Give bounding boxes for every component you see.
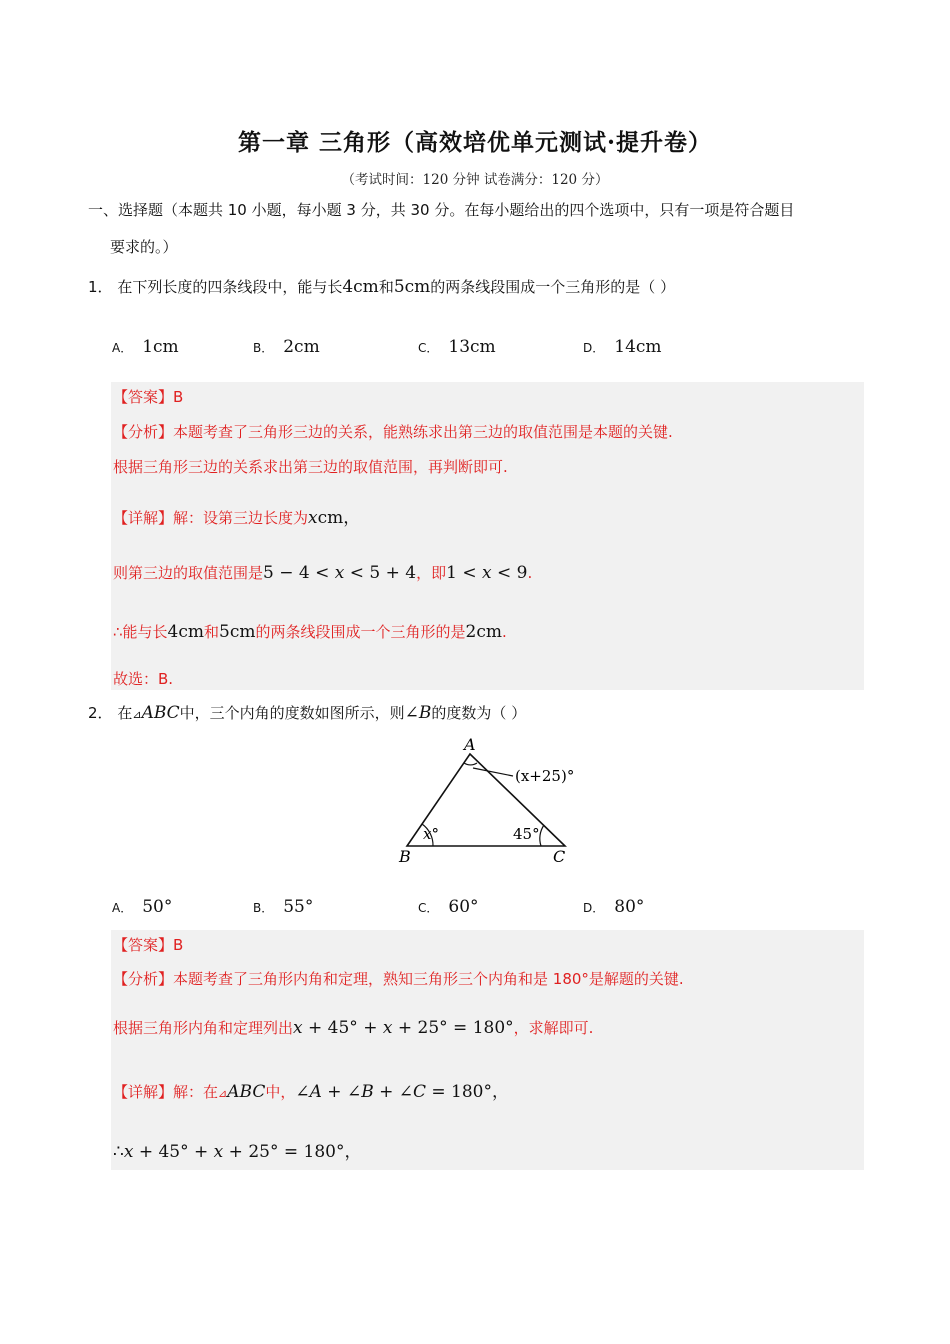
analysis-line: 【分析】本题考查了三角形内角和定理，熟知三角形三个内角和是 180°是解题的关键. bbox=[113, 970, 684, 988]
option-a[interactable]: A． 1cm bbox=[112, 337, 179, 357]
option-a[interactable]: A． 50° bbox=[112, 897, 173, 917]
angle-a-pointer bbox=[473, 768, 513, 776]
vertex-label-b: B bbox=[399, 847, 411, 866]
option-b[interactable]: B． 55° bbox=[253, 897, 314, 917]
answer-line: 【答案】B bbox=[113, 936, 184, 954]
angle-label-b: x° bbox=[423, 825, 439, 843]
section-heading bbox=[88, 192, 868, 266]
exam-info: （考试时间：120 分钟 试卷满分：120 分） bbox=[341, 172, 609, 188]
answer-line: 【答案】B bbox=[113, 388, 184, 406]
analysis-line-2: 根据三角形内角和定理列出x + 45° + x + 25° = 180°，求解即可. bbox=[113, 1018, 594, 1038]
option-d[interactable]: D． 14cm bbox=[583, 337, 662, 357]
analysis-line: 【分析】本题考查了三角形三边的关系，能熟练求出第三边的取值范围是本题的关键. bbox=[113, 423, 673, 441]
option-d[interactable]: D． 80° bbox=[583, 897, 645, 917]
option-c[interactable]: C． 13cm bbox=[418, 337, 496, 357]
detail-inequality: 则第三边的取值范围是5 − 4 < x < 5 + 4，即1 < x < 9. bbox=[113, 563, 533, 583]
section-heading-line1: 一、选择题（本题共 10 小题，每小题 3 分，共 30 分。在每小题给出的四个选项中，只有一项是符合题目 bbox=[88, 201, 795, 219]
angle-arc-c bbox=[540, 825, 544, 846]
detail-line: 【详解】解：在⊿ABC中，∠A + ∠B + ∠C = 180°， bbox=[113, 1082, 509, 1102]
question-2-stem: 2． 在⊿ABC中，三个内角的度数如图所示，则∠B的度数为（ ） bbox=[88, 703, 527, 723]
angle-label-a: (x+25)° bbox=[515, 767, 575, 785]
section-heading-line2: 要求的。） bbox=[110, 238, 178, 256]
angle-label-c: 45° bbox=[513, 825, 540, 843]
option-c[interactable]: C． 60° bbox=[418, 897, 479, 917]
question-number: 2． bbox=[88, 704, 113, 722]
detail-equation: ∴x + 45° + x + 25° = 180°， bbox=[113, 1142, 362, 1162]
final-choice: 故选：B. bbox=[113, 670, 174, 688]
answer-box-q2 bbox=[111, 930, 864, 1170]
option-b[interactable]: B． 2cm bbox=[253, 337, 320, 357]
triangle-figure bbox=[395, 732, 585, 868]
angle-arc-a bbox=[464, 763, 477, 765]
question-1-stem: 1． 在下列长度的四条线段中，能与长4cm和5cm的两条线段围成一个三角形的是（ ） bbox=[88, 277, 676, 297]
vertex-label-c: C bbox=[553, 847, 566, 866]
analysis-line-2: 根据三角形三边的关系求出第三边的取值范围，再判断即可. bbox=[113, 458, 508, 476]
vertex-label-a: A bbox=[464, 735, 476, 754]
page-title: 第一章 三角形（高效培优单元测试·提升卷） bbox=[237, 129, 712, 156]
detail-conclusion: ∴能与长4cm和5cm的两条线段围成一个三角形的是2cm. bbox=[113, 622, 507, 642]
question-number: 1． bbox=[88, 278, 113, 296]
detail-line: 【详解】解：设第三边长度为xcm， bbox=[113, 508, 361, 528]
